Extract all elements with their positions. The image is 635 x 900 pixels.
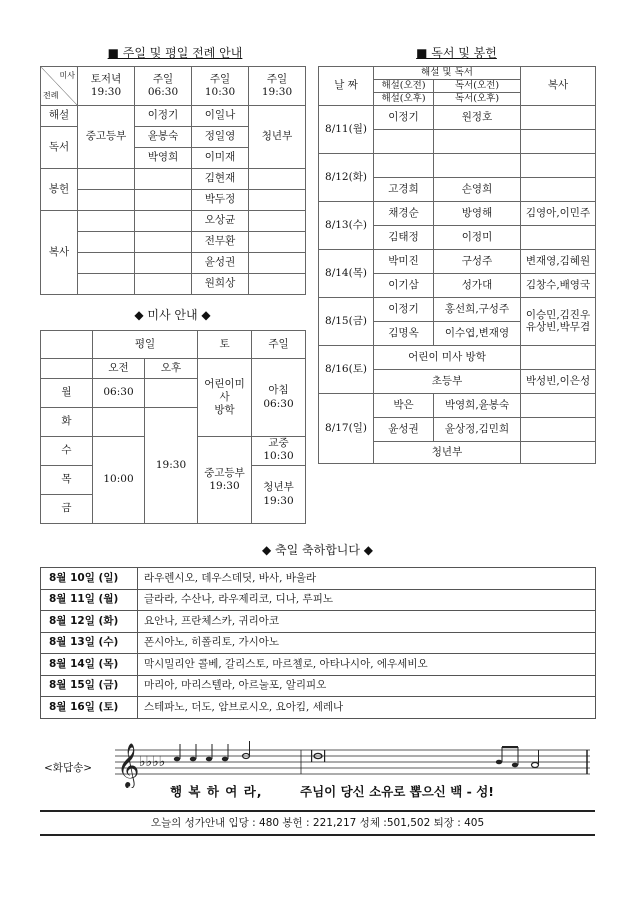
- mass-am-1000: 10:00: [93, 437, 145, 524]
- date-0817: 8/17(일): [319, 394, 374, 464]
- d14-haeseol-pm: 이기삼: [374, 274, 434, 298]
- mass-sun-2: 교중 10:30: [252, 437, 306, 466]
- feast-row: [41, 632, 596, 654]
- feast-date: 8월 15일 (금): [41, 675, 138, 697]
- liturgy-title: ■ 주일 및 평일 전례 안내: [107, 46, 243, 60]
- date-0816: 8/16(토): [319, 346, 374, 394]
- flat-signs-icon: ♭♭♭♭: [139, 754, 166, 770]
- d13-haeseol-am: 채경순: [374, 202, 434, 226]
- music-staff: [115, 738, 590, 788]
- mass-day-thu: 목: [41, 466, 93, 495]
- corner-cell: 미사 전례: [41, 67, 78, 106]
- d15-haeseol-am: 이정기: [374, 298, 434, 322]
- mass-mon-am: 06:30: [93, 379, 145, 408]
- hymn-lyric-1: 행 복 하 여 라,: [170, 784, 263, 799]
- feast-saints: 마리아, 마리스텔라, 아르눌포, 알리피오: [138, 675, 596, 697]
- feast-row: [41, 589, 596, 611]
- sat-group: 중고등부: [78, 106, 135, 169]
- mass-day-wed: 수: [41, 437, 93, 466]
- mass-sun-3: 청년부 19:30: [252, 466, 306, 524]
- d11-dokseo: 원정호: [434, 106, 521, 130]
- row-label-haeseol: 해설: [41, 106, 78, 127]
- hymn-label: <화답송>: [44, 762, 93, 774]
- col-sat-evening: 토저녁 19:30: [78, 67, 135, 106]
- d15-dokseo-pm: 이수엽,변재영: [434, 322, 521, 346]
- d12-haeseol: 고경희: [374, 178, 434, 202]
- d15-boksa: 이승민,김진우 유상빈,박무겸: [521, 298, 596, 346]
- boksa2-1030: 전무환: [192, 232, 249, 253]
- haeseol-1030: 이일나: [192, 106, 249, 127]
- feast-saints: 막시밀리안 콜베, 갈리스토, 마르첼로, 아타나시아, 에우세비오: [138, 654, 596, 676]
- mass-sun-1: 아침 06:30: [252, 359, 306, 437]
- mass-title: ◆ 미사 안내 ◆: [134, 308, 211, 322]
- feast-row: [41, 697, 596, 719]
- feast-title: ◆ 축일 축하합니다 ◆: [261, 543, 374, 557]
- d14-boksa-pm: 김창수,배영국: [521, 274, 596, 298]
- date-0813: 8/13(수): [319, 202, 374, 250]
- readings-title: ■ 독서 및 봉헌: [416, 46, 497, 60]
- hymn-guide-footer: 오늘의 성가안내 입당 : 480 봉헌 : 221,217 성체 :501,502 퇴장 : 405: [40, 810, 595, 836]
- d16-boksa: 박성빈,이은성: [521, 370, 596, 394]
- d12-dokseo: 손영희: [434, 178, 521, 202]
- bongheon1-1030: 김현재: [192, 169, 249, 190]
- d16-notice: 어린이 미사 방학: [374, 346, 521, 370]
- d14-boksa-am: 변재영,김혜원: [521, 250, 596, 274]
- bongheon2-1030: 박두정: [192, 190, 249, 211]
- readings-col-top: 해설 및 독서: [374, 67, 521, 80]
- row-label-dokseo: 독서: [41, 127, 78, 169]
- d13-dokseo-am: 방영해: [434, 202, 521, 226]
- d17-haeseol-am: 박은: [374, 394, 434, 418]
- mass-col-sun: 주일: [252, 331, 306, 359]
- sun-1930-group: 청년부: [249, 106, 306, 169]
- dokseo2-1030: 이미재: [192, 148, 249, 169]
- mass-col-am: 오전: [93, 359, 145, 379]
- col-sun-1930: 주일 19:30: [249, 67, 306, 106]
- d13-boksa: 김영아,이민주: [521, 202, 596, 226]
- feast-saints: 요안나, 프란체스카, 귀리아코: [138, 611, 596, 633]
- mass-day-tue: 화: [41, 408, 93, 437]
- d15-haeseol-pm: 김명옥: [374, 322, 434, 346]
- boksa3-1030: 윤성권: [192, 253, 249, 274]
- d17-dokseo-pm: 윤상정,김민희: [434, 418, 521, 442]
- date-0814: 8/14(목): [319, 250, 374, 298]
- row-label-boksa: 복사: [41, 211, 78, 295]
- mass-sat-top: 어린이미사 방학: [198, 359, 252, 437]
- readings-col-am1: 해설(오전): [374, 80, 434, 93]
- d14-dokseo-pm: 성가대: [434, 274, 521, 298]
- d16-group: 초등부: [374, 370, 521, 394]
- feast-date: 8월 10일 (일): [41, 568, 138, 590]
- feast-date: 8월 16일 (토): [41, 697, 138, 719]
- row-label-bongheon: 봉헌: [41, 169, 78, 211]
- mass-sat-bottom: 중고등부 19:30: [198, 437, 252, 524]
- d14-haeseol-am: 박미진: [374, 250, 434, 274]
- d17-dokseo-am: 박영희,윤봉숙: [434, 394, 521, 418]
- col-sun-0630: 주일 06:30: [135, 67, 192, 106]
- d13-dokseo-pm: 이정미: [434, 226, 521, 250]
- feast-saints: 라우렌시오, 데우스데딧, 바사, 바울라: [138, 568, 596, 590]
- d13-haeseol-pm: 김태정: [374, 226, 434, 250]
- d14-dokseo-am: 구성주: [434, 250, 521, 274]
- dokseo2-0630: 박영희: [135, 148, 192, 169]
- feast-saints: 스테파노, 더도, 암브로시오, 요아킴, 세레나: [138, 697, 596, 719]
- date-0812: 8/12(화): [319, 154, 374, 202]
- feast-saints: 글라라, 수산나, 라우제리코, 디나, 루피노: [138, 589, 596, 611]
- readings-col-boksa: 복사: [521, 67, 596, 106]
- d15-dokseo-am: 홍선희,구성주: [434, 298, 521, 322]
- mass-day-mon: 월: [41, 379, 93, 408]
- d11-haeseol: 이정기: [374, 106, 434, 130]
- notes-group: [174, 741, 539, 768]
- feast-date: 8월 12일 (화): [41, 611, 138, 633]
- feast-row: [41, 675, 596, 697]
- feast-date: 8월 11일 (월): [41, 589, 138, 611]
- feast-row: [41, 568, 596, 590]
- feast-date: 8월 13일 (수): [41, 632, 138, 654]
- feast-table: [40, 567, 596, 719]
- haeseol-0630: 이정기: [135, 106, 192, 127]
- d17-group: 청년부: [374, 442, 521, 464]
- mass-pm-1930: 19:30: [145, 408, 198, 524]
- readings-col-pm1: 해설(오후): [374, 93, 434, 106]
- feast-saints: 폰시아노, 히폴리토, 가시아노: [138, 632, 596, 654]
- readings-col-am2: 독서(오전): [434, 80, 521, 93]
- readings-table: [318, 66, 596, 464]
- d17-haeseol-pm: 윤성권: [374, 418, 434, 442]
- feast-date: 8월 14일 (목): [41, 654, 138, 676]
- mass-day-fri: 금: [41, 495, 93, 524]
- hymn-lyric-2: 주님이 당신 소유로 뽑으신 백 - 성!: [300, 784, 494, 799]
- treble-clef-icon: 𝄞: [117, 743, 140, 787]
- date-0811: 8/11(월): [319, 106, 374, 154]
- readings-col-pm2: 독서(오후): [434, 93, 521, 106]
- boksa4-1030: 원희상: [192, 274, 249, 295]
- mass-table: [40, 330, 306, 524]
- mass-col-weekday: 평일: [93, 331, 198, 359]
- mass-col-sat: 토: [198, 331, 252, 359]
- dokseo1-1030: 정일영: [192, 127, 249, 148]
- readings-col-date: 날 짜: [319, 67, 374, 106]
- liturgy-table: [40, 66, 306, 295]
- boksa1-1030: 오상균: [192, 211, 249, 232]
- mass-col-pm: 오후: [145, 359, 198, 379]
- dokseo1-0630: 윤봉숙: [135, 127, 192, 148]
- feast-row: [41, 611, 596, 633]
- date-0815: 8/15(금): [319, 298, 374, 346]
- col-sun-1030: 주일 10:30: [192, 67, 249, 106]
- feast-row: [41, 654, 596, 676]
